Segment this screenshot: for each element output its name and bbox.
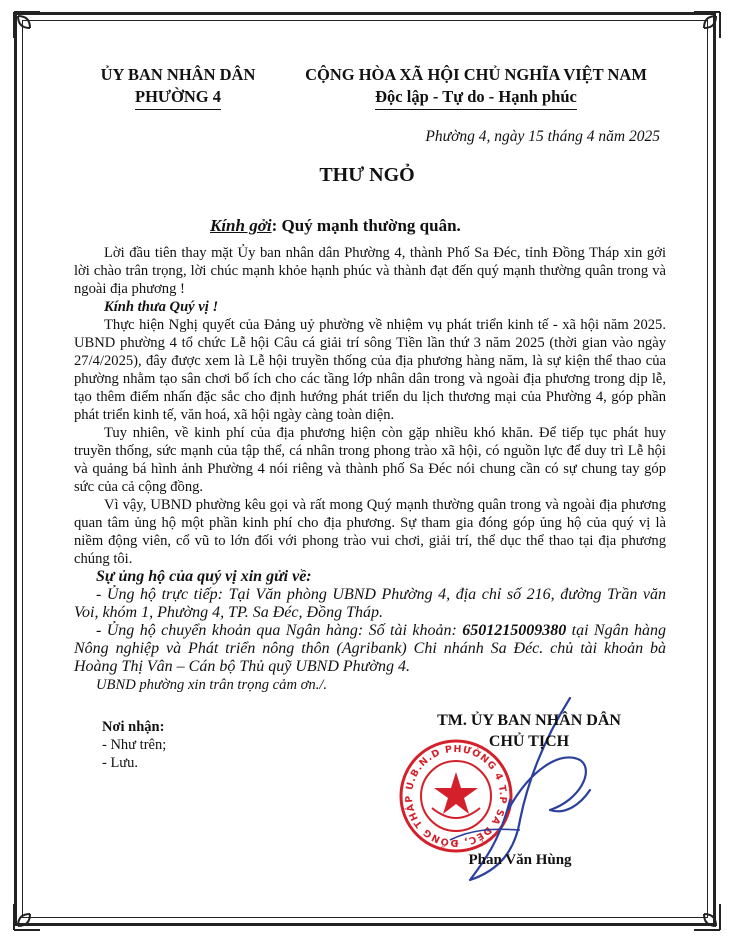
paragraph-purpose: Thực hiện Nghị quyết của Đảng uỷ phường về nhiệm vụ phát triển kinh tế - xã hội năm 2025. UBND phường 4 tổ chức Lễ hội Câu cá giải trí sông Tiền lần thứ 3 năm 2025 (thời gian vào ngày 27/4/2025), đây được xem là Lễ hội truyền thống của địa phương hàng năm, là sự kiện thể thao của phường nhằm tạo sân chơi bổ ích cho các tầng lớp nhân dân trong và ngoài địa phương trong dịp lễ, tạo thêm điểm nhấn đặc sắc cho định hướng phát triển du lịch thương mại của Phường 4, góp phần phát triển kinh tế, văn hoá, xã hội ngày càng toàn diện.	[74, 317, 666, 423]
paragraph-address: Kính thưa Quý vị !	[104, 299, 219, 315]
national-heading	[268, 64, 684, 110]
paragraph-greeting: Lời đầu tiên thay mặt Ủy ban nhân dân Phường 4, thành Phố Sa Đéc, tỉnh Đồng Tháp xin gởi lời chào trân trọng, lời chúc mạnh khỏe hạnh phúc và thành đạt đến quý mạnh thường quân trong và ngoài địa phương !	[74, 245, 666, 297]
nation-motto: Độc lập - Tự do - Hạnh phúc	[375, 86, 577, 110]
salutation-label: Kính gởi	[210, 216, 272, 235]
signature-block	[404, 710, 654, 752]
paragraph-appeal: Vì vậy, UBND phường kêu gọi và rất mong Quý mạnh thường quân trong và ngoài địa phương quan tâm ủng hộ một phần kinh phí cho địa phương. Sự tham gia đóng góp ủng hộ của quý vị là niềm động viên, cổ vũ to lớn đối với phong trào vui chơi, giải trí, thể dục thể thao tại địa phương chúng tôi.	[74, 497, 666, 567]
recipient-item: - Như trên;	[102, 737, 167, 753]
support-heading: Sự ủng hộ của quý vị xin gửi về:	[96, 568, 312, 585]
support-closing: UBND phường xin trân trọng cảm ơn./.	[96, 677, 328, 693]
support-bank	[74, 622, 666, 676]
org-name-line1: ỦY BAN NHÂN DÂN	[100, 65, 256, 84]
org-name-line2: PHƯỜNG 4	[135, 86, 221, 110]
corner-ornament-bottom-right	[690, 900, 724, 934]
signature-org-line: TM. ỦY BAN NHÂN DÂN	[437, 712, 621, 729]
signer-name: Phan Văn Hùng	[468, 852, 572, 868]
nation-name: CỘNG HÒA XÃ HỘI CHỦ NGHĨA VIỆT NAM	[305, 65, 647, 84]
paragraph-difficulty: Tuy nhiên, về kinh phí của địa phương hiện còn gặp nhiều khó khăn. Để tiếp tục phát huy truyền thống, sức mạnh của tập thể, cá nhân trong phong trào xã hội, có nguồn lực để duy trì Lễ hội và quảng bá hình ảnh Phường 4 nói riêng và thành phố Sa Đéc nói chung cần có sự chung tay góp sức của cả cộng đồng.	[74, 425, 666, 495]
date-line: Phường 4, ngày 15 tháng 4 năm 2025	[425, 128, 660, 145]
corner-ornament-bottom-left	[10, 900, 44, 934]
support-bank-prefix: - Ủng hộ chuyển khoản qua Ngân hàng: Số tài khoản:	[96, 622, 463, 639]
salutation-text: : Quý mạnh thường quân.	[271, 216, 461, 235]
salutation	[210, 216, 461, 236]
signature-title: CHỦ TỊCH	[488, 733, 570, 750]
support-section	[74, 568, 666, 694]
support-bank-suffix: tại Ngân hàng Nông nghiệp và Phát triển nông thôn (Agribank) Chi nhánh Sa Đéc. chủ tài khoản bà Hoàng Thị Vân – Cán bộ Thủ quỹ UBND Phường 4.	[74, 622, 667, 675]
recipient-item: - Lưu.	[102, 755, 139, 771]
support-direct: - Ủng hộ trực tiếp: Tại Văn phòng UBND Phường 4, địa chỉ số 216, đường Trần văn Voi, khóm 1, Phường 4, TP. Sa Đéc, Đồng Tháp.	[74, 586, 666, 621]
corner-ornament-top-left	[10, 8, 44, 42]
recipients-label: Nơi nhận:	[102, 719, 165, 735]
recipients-block	[102, 718, 166, 772]
corner-ornament-top-right	[690, 8, 724, 42]
svg-text:U.B.N.D PHƯỜNG 4 T.P SA ĐÉC, Đ: U.B.N.D PHƯỜNG 4 T.P SA ĐÉC, ĐỒNG THÁP	[403, 743, 509, 849]
letter-body	[74, 244, 666, 694]
account-number: 6501215009380	[462, 622, 567, 639]
letter-title: THƯ NGỎ	[319, 164, 415, 186]
issuing-organization	[72, 64, 284, 110]
